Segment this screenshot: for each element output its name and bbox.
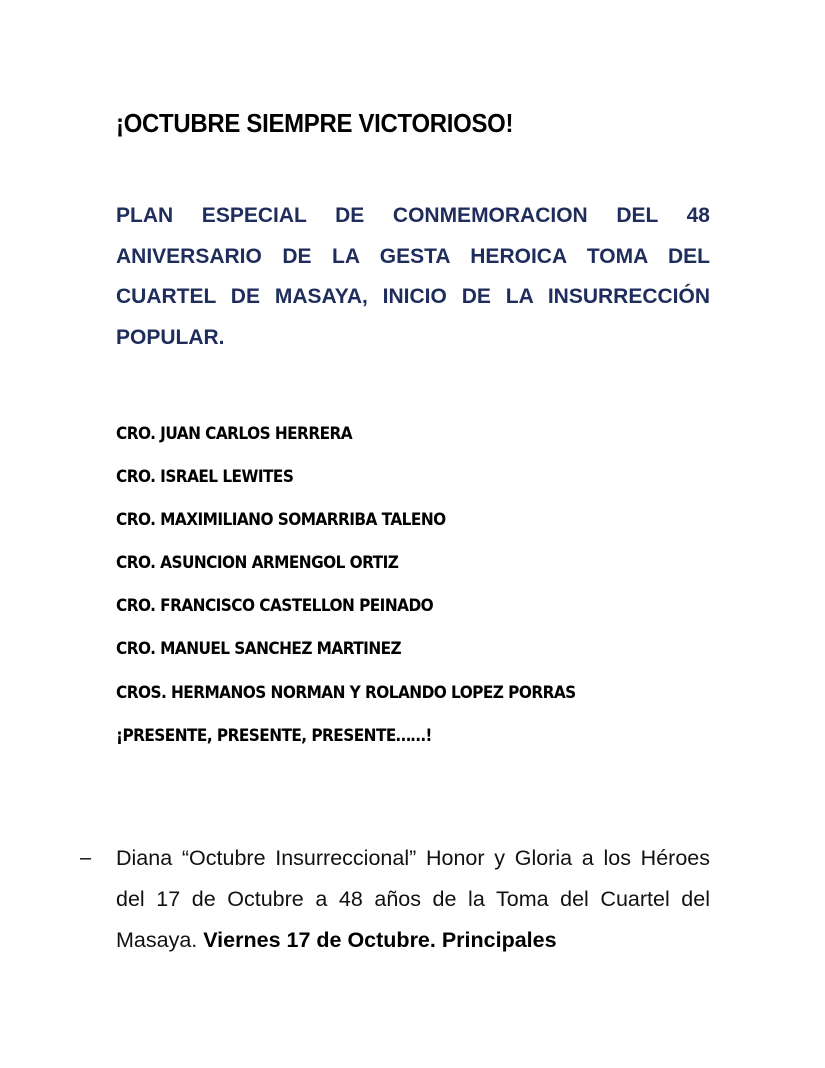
presente-exclamation: ¡PRESENTE, PRESENTE, PRESENTE……! [116,725,432,745]
agenda-bullet-item [80,838,710,961]
honoree-item: CRO. FRANCISCO CASTELLON PEINADO [116,596,434,616]
agenda-bullet-text [116,838,710,961]
honoree-item: CROS. HERMANOS NORMAN Y ROLANDO LOPEZ PORRAS [116,682,576,702]
honoree-item: CRO. MAXIMILIANO SOMARRIBA TALENO [116,510,446,530]
document-subtitle: PLAN ESPECIAL DE CONMEMORACION DEL 48 ANIVERSARIO DE LA GESTA HEROICA TOMA DEL CUARTEL DE MASAYA, INICIO DE LA INSURRECCIÓN POPULAR. [116,204,710,349]
agenda-description: Diana “Octubre Insurreccional” Honor y Gloria a los Héroes del 17 de Octubre a 48 años de la Toma del Cuartel del Masaya. [116,846,710,952]
honoree-list [116,420,610,765]
agenda-date-emphasis: Viernes 17 de Octubre. Principales [203,928,557,952]
honoree-item: CRO. MANUEL SANCHEZ MARTINEZ [116,639,402,659]
dash-bullet-icon: – [80,847,92,869]
honoree-item: CRO. JUAN CARLOS HERRERA [116,424,353,443]
honoree-item: CRO. ASUNCION ARMENGOL ORTIZ [116,553,399,573]
document-title: ¡OCTUBRE SIEMPRE VICTORIOSO! [116,108,514,138]
honoree-item: CRO. ISRAEL LEWITES [116,467,294,487]
